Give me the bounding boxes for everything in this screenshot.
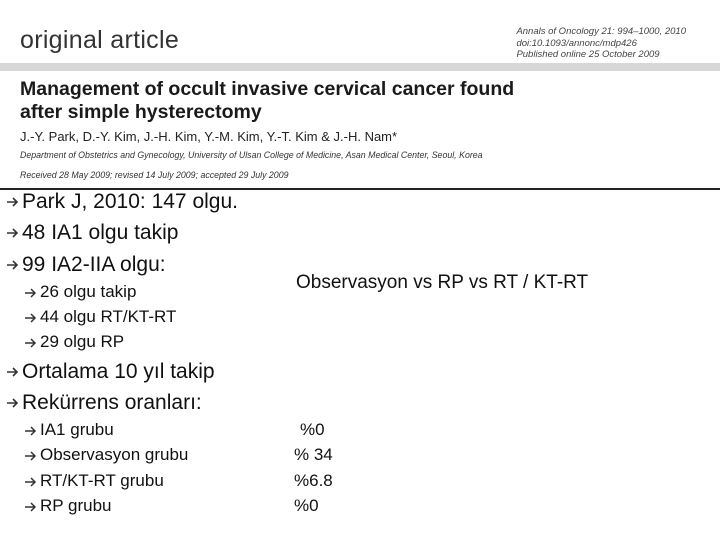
article-title: [20, 78, 514, 124]
journal-doi: doi:10.1093/annonc/mdp426: [516, 37, 637, 49]
bullet-text: RT/KT-RT grubu: [40, 471, 164, 490]
bullet-ia2: [6, 253, 166, 277]
bullet-icon: [6, 196, 20, 208]
sub-bullet-rp: [24, 332, 124, 352]
sub-bullet-followup: [24, 282, 136, 302]
bullet-text: 44 olgu RT/KT-RT: [40, 307, 177, 326]
bullet-mean-followup: [6, 360, 215, 384]
bullet-text: 26 olgu takip: [40, 282, 137, 301]
article-header-image: [0, 0, 720, 190]
bullet-text: Rekürrens oranları:: [22, 391, 202, 414]
title-line-2: after simple hysterectomy: [20, 101, 262, 123]
bullet-recurrence: [6, 391, 202, 415]
bullet-icon: [24, 425, 38, 437]
journal-published: Published online 25 October 2009: [516, 49, 660, 60]
comparison-text: Observasyon vs RP vs RT / KT-RT: [296, 272, 589, 293]
journal-citation: Annals of Oncology 21: 994–1000, 2010: [516, 26, 686, 37]
bullet-icon: [24, 287, 38, 299]
group-rt: [24, 471, 164, 491]
rate-rp: %0: [294, 496, 319, 515]
bullet-study: [6, 190, 238, 214]
rate-rt: %6.8: [294, 471, 333, 490]
bullet-icon: [6, 227, 20, 239]
bullet-icon: [6, 397, 20, 409]
bullet-ia1-followup: [6, 221, 178, 245]
bullet-text: 99 IA2-IIA olgu:: [22, 253, 166, 276]
bullet-text: 48 IA1 olgu takip: [22, 221, 179, 244]
journal-info: [516, 26, 686, 61]
article-dates: Received 28 May 2009; revised 14 July 2009; accepted 29 July 2009: [20, 170, 289, 180]
article-department: Department of Obstetrics and Gynecology, University of Ulsan College of Medicine, Asan Medical Center, Seoul, Korea: [20, 150, 483, 160]
rate-ia1: %0: [300, 420, 325, 439]
bullet-icon: [24, 337, 38, 349]
rate-observation: % 34: [294, 445, 333, 464]
group-ia1: [24, 420, 114, 440]
bullet-text: RP grubu: [40, 496, 112, 515]
group-observation: [24, 445, 188, 465]
bullet-text: Park J, 2010: 147 olgu.: [22, 190, 238, 213]
group-rp: [24, 496, 112, 516]
bullet-icon: [24, 476, 38, 488]
bullet-icon: [6, 366, 20, 378]
bullet-icon: [24, 450, 38, 462]
bullet-text: 29 olgu RP: [40, 332, 125, 351]
header-rule: [0, 63, 720, 71]
bullet-icon: [24, 312, 38, 324]
bullet-icon: [6, 259, 20, 271]
bullet-text: Ortalama 10 yıl takip: [22, 360, 215, 383]
bullet-text: IA1 grubu: [40, 420, 114, 439]
title-line-1: Management of occult invasive cervical cancer found: [20, 78, 515, 100]
bullet-icon: [24, 501, 38, 513]
sub-bullet-rt: [24, 307, 176, 327]
article-authors: J.-Y. Park, D.-Y. Kim, J.-H. Kim, Y.-M. Kim, Y.-T. Kim & J.-H. Nam*: [20, 129, 398, 144]
bullet-text: Observasyon grubu: [40, 445, 189, 464]
section-label: original article: [20, 26, 180, 54]
